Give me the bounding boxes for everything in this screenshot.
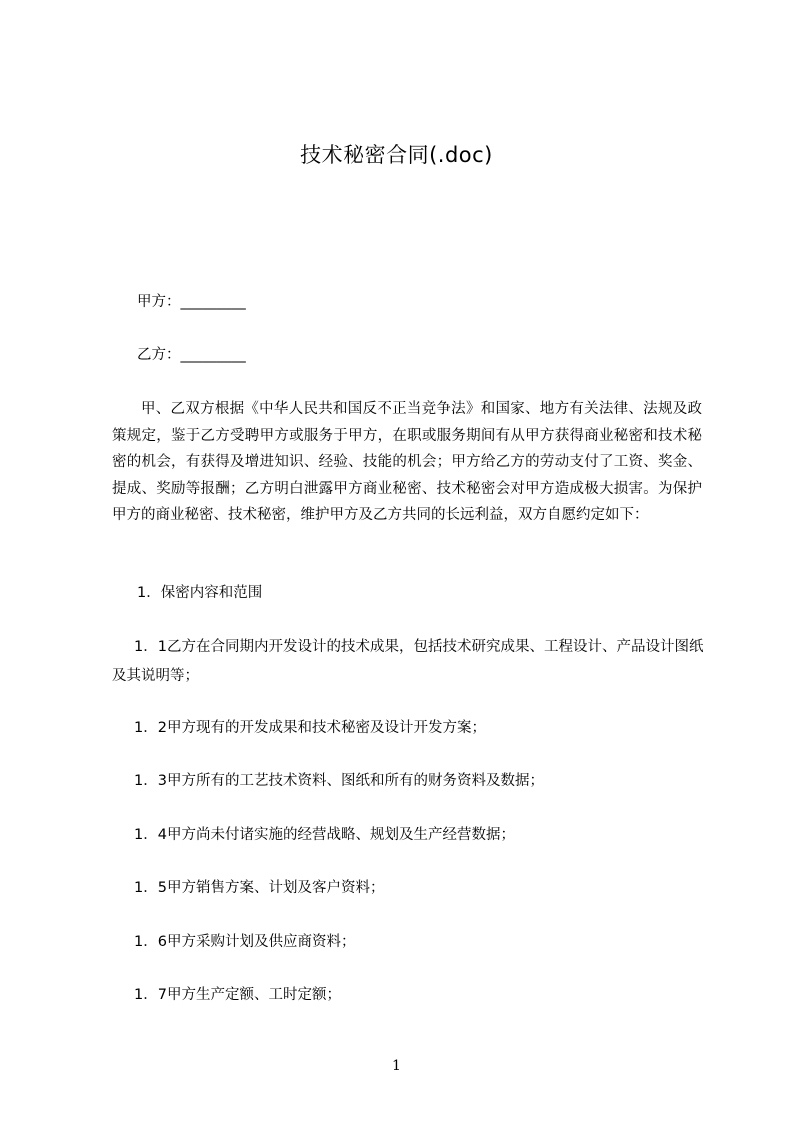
- party-b-line: 乙方：_________: [137, 347, 246, 363]
- clause-1-7: 1．7甲方生产定额、工时定额；: [134, 987, 341, 1003]
- party-a-line: 甲方：_________: [137, 294, 246, 310]
- clause-1-6: 1．6甲方采购计划及供应商资料；: [134, 934, 356, 950]
- document-title: 技术秘密合同(.doc): [300, 143, 493, 167]
- page-number: 1: [392, 1058, 401, 1074]
- section-1-heading: 1．保密内容和范围: [137, 585, 263, 601]
- clause-1-2: 1．2甲方现有的开发成果和技术秘密及设计开发方案；: [134, 720, 486, 736]
- preamble-paragraph: 甲、乙双方根据《中华人民共和国反不正当竞争法》和国家、地方有关法律、法规及政策规定，鉴于乙方受聘甲方或服务于甲方，在职或服务期间有从甲方获得商业秘密和技术秘密的机会，有获得及增进知识、经验、技能的机会；甲方给乙方的劳动支付了工资、奖金、提成、奖励等报酬；乙方明白泄露甲方商业秘密、技术秘密会对甲方造成极大损害。为保护甲方的商业秘密、技术秘密，维护甲方及乙方共同的长远利益，双方自愿约定如下：: [112, 401, 702, 523]
- clause-1-5: 1．5甲方销售方案、计划及客户资料；: [134, 880, 385, 896]
- clause-1-3: 1．3甲方所有的工艺技术资料、图纸和所有的财务资料及数据；: [134, 773, 544, 789]
- clause-1-1: 1．1乙方在合同期内开发设计的技术成果，包括技术研究成果、工程设计、产品设计图纸及其说明等；: [112, 639, 704, 684]
- clause-1-4: 1．4甲方尚未付诸实施的经营战略、规划及生产经营数据；: [134, 827, 515, 843]
